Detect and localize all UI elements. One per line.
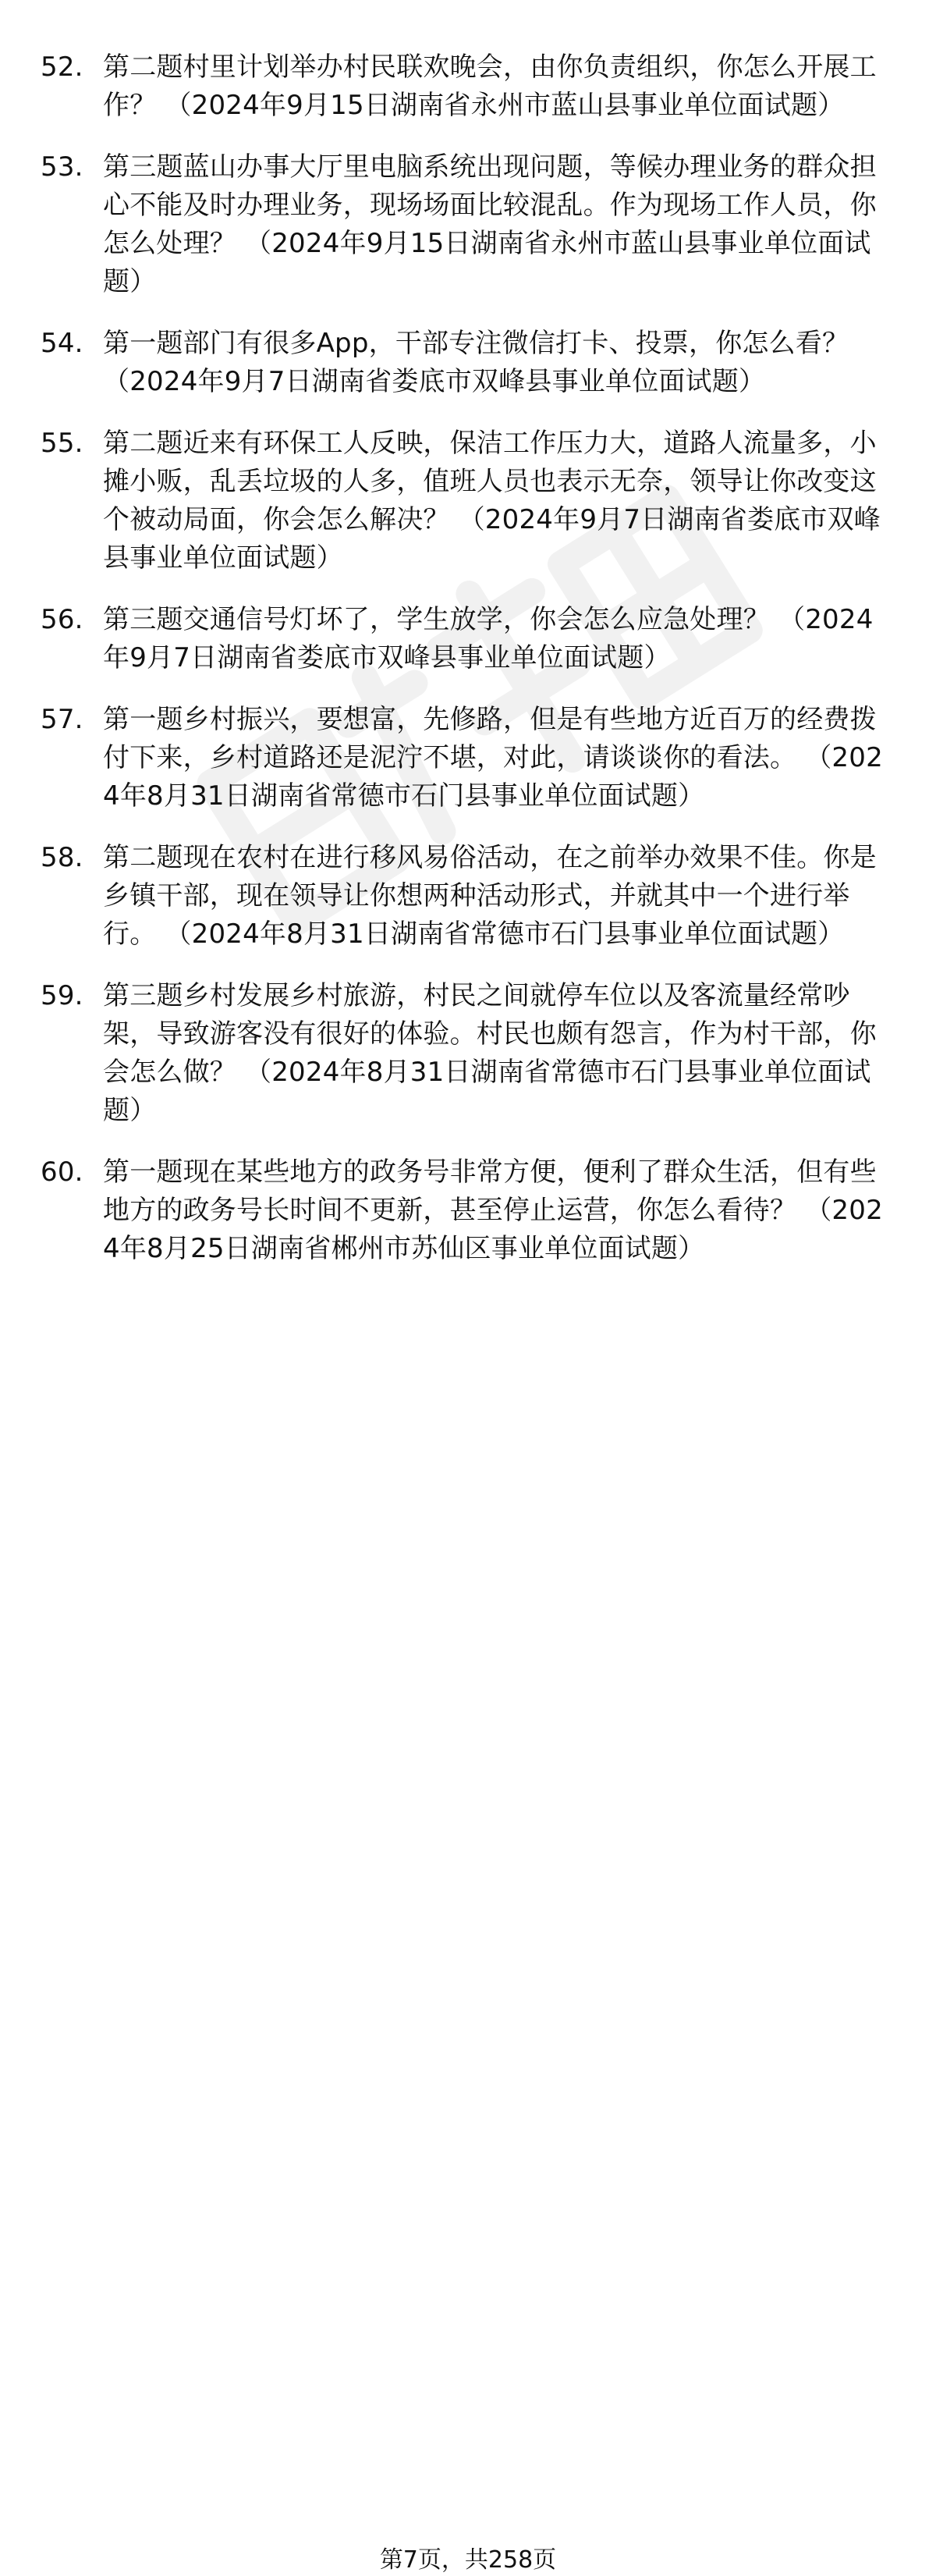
question-number: 57. — [41, 704, 83, 735]
page-number-label: 第7页，共258页 — [379, 2546, 557, 2574]
question-item — [0, 977, 936, 1130]
question-text: 第二题现在农村在进行移风易俗活动，在之前举办效果不佳。你是乡镇干部，现在领导让你想两种活动形式，并就其中一个进行举行。 （2024年8月31日湖南省常德市石门县事业单位面试题） — [103, 842, 877, 950]
question-text: 第二题村里计划举办村民联欢晚会，由你负责组织，你怎么开展工作？ （2024年9月15日湖南省永州市蓝山县事业单位面试题） — [103, 52, 877, 121]
page-footer — [0, 2545, 936, 2576]
question-text: 第一题乡村振兴，要想富，先修路，但是有些地方近百万的经费拨付下来，乡村道路还是泥泞不堪，对此，请谈谈你的看法。 （2024年8月31日湖南省常德市石门县事业单位面试题） — [103, 704, 883, 812]
question-number: 55. — [41, 428, 83, 459]
question-text: 第二题近来有环保工人反映，保洁工作压力大，道路人流量多，小摊小贩，乱丢垃圾的人多，值班人员也表示无奈，领导让你改变这个被动局面，你会怎么解决？ （2024年9月7日湖南省娄底市双峰县事业单位面试题） — [103, 428, 881, 574]
question-text: 第三题乡村发展乡村旅游，村民之间就停车位以及客流量经常吵架，导致游客没有很好的体验。村民也颇有怨言，作为村干部，你会怎么做？ （2024年8月31日湖南省常德市石门县事业单位面试题） — [103, 980, 877, 1126]
question-number: 56. — [41, 604, 83, 635]
question-number: 54. — [41, 328, 83, 359]
question-item — [0, 325, 936, 401]
question-number: 59. — [41, 980, 83, 1011]
question-text: 第一题现在某些地方的政务号非常方便，便利了群众生活，但有些地方的政务号长时间不更新，甚至停止运营，你怎么看待？ （2024年8月25日湖南省郴州市苏仙区事业单位面试题） — [103, 1157, 883, 1264]
question-item — [0, 425, 936, 577]
question-item — [0, 701, 936, 815]
question-number: 52. — [41, 52, 83, 83]
question-item — [0, 601, 936, 677]
question-number: 58. — [41, 842, 83, 873]
question-item — [0, 148, 936, 301]
question-text: 第三题蓝山办事大厅里电脑系统出现问题，等候办理业务的群众担心不能及时办理业务，现场场面比较混乱。作为现场工作人员，你怎么处理？ （2024年9月15日湖南省永州市蓝山县事业单位面试题） — [103, 151, 877, 297]
question-item — [0, 839, 936, 954]
question-item — [0, 1153, 936, 1268]
question-text: 第三题交通信号灯坏了，学生放学，你会怎么应急处理？ （2024年9月7日湖南省娄底市双峰县事业单位面试题） — [103, 604, 874, 673]
question-item — [0, 48, 936, 125]
question-list — [0, 48, 936, 1268]
question-number: 60. — [41, 1157, 83, 1188]
question-number: 53. — [41, 151, 83, 183]
question-text: 第一题部门有很多App，干部专注微信打卡、投票，你怎么看？ （2024年9月7日湖南省娄底市双峰县事业单位面试题） — [103, 328, 849, 397]
